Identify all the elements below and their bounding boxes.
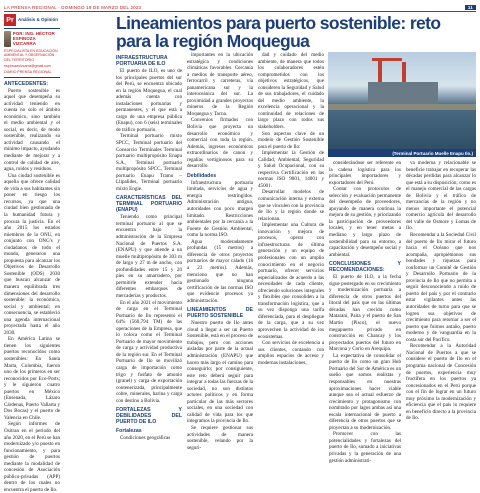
paragraph: Implementar la Gestión de Calidad, Ambiental, Seguridad y Salud Ocupacional, con su respectiva Certificación en las normas ISO 9001, 14001 y 45001.	[258, 150, 324, 189]
paragraph: La expectativa de consolidar el puerto de Ilo como un gran Hub Portuario del Sur de América es un sueño que somos realistas y responsables en nuestras aproximaciones hacer viable aunque sea el actual esfuerzo de crecimiento y protagonismo con nombrado por lagos ambas así una escala internacional de puerto a diferencia de otros puertos que se proyectan a su modernización.	[329, 352, 401, 431]
paragraph: Promover con las potencialidades y fortalezas del puerto de Ilo, sumado a iniciativas privadas y la generación de una gestión administrati-	[329, 431, 401, 464]
author-column	[4, 14, 60, 493]
paragraph: dad y cuidado del medio ambiente, de manera que todos los colaboradores estén comprometidos con los objetivos estratégicos, que consideren la Seguridad y Salud de sus trabajadores, el cuidado del medio ambiente, la excelencia operacional y la continuidad de relaciones de largo plazo con todos sus stakeholders.	[258, 52, 324, 131]
column-2	[116, 52, 182, 476]
column-4	[258, 52, 324, 476]
author-photo	[4, 31, 11, 47]
subhead-lineamientos: LINEAMIENTOS DE PUERTO SOSTENIBLE	[187, 307, 253, 320]
paragraph: Contar con protocolos de selección y evaluación permanente del desempeño de proveedores, apoyando de manera continua la mejora de su gestión, y priorizando la participación de proveedores locales, y en tener metas a mediano y largo plazo de sostenibilidad para su entorno, a capacitación y desempeño social y ambiental.	[329, 186, 401, 258]
page-number: 11	[465, 5, 476, 10]
paragraph: Nuestro puerto de Ilo antes cloud a llegar a ser un Puerto Sostenible, está en el proceso de trabajos, pero con acciones aisladas por parte de la actual administración (ENAPU) que hacen más largo el camino para conseguirlo; por consiguiente, este reto deberá seguir para integrar a todas las fuerzas de la sociedad, no son distintos actores políticos y en forma particular de las más sectores sociales, en una sociedad con calidad de vida para los que integramos la provincia de Ilo.	[187, 320, 253, 425]
paragraph: Son aspectos clave de un modelo de Gestión Sostenible para el puerto de Ilo:	[258, 130, 324, 150]
photo-caption: (Terminal Portuario Muelle Enapu Ilo.)	[328, 149, 476, 157]
paragraph: Teniendo como principal terminal portuario al que se encuentra bajo la administración de la Empresa Nacional de Puertos S.A. (ENAPU) y que atiende a un muelle multipropósito de 303 m de largo y 27 m de ancho, con profundidades entre 15 y 20 pies en su amarradero, por permitirle extender hacia diferentes embarques de mercaderías y productos.	[116, 214, 182, 299]
paragraph: importantes en la ubicación estratégica y condiciones climáticas favorables. Cercanía a medios de transporte aéreo, ferrocarril y carreteras, vía panamericana sur y la interoceánica del sur. La proximidad a grandes proyectos mineros de la Región Moquegua y Tacna.	[187, 52, 253, 117]
crane-boom-shape	[372, 58, 402, 61]
column-3	[187, 52, 253, 476]
paragraph: Implementar una Cultura de innovación y mejora de procesos, operar con infraestructuras de última generación y un equipo de profesionales con un amplio conocimiento en el negocio portuario, ofrecer servicios especializados de acuerdo a las necesidades de cada cliente, ofreciendo soluciones integrales y flexibles que consoliden a la transformación logística, que a su vez disponga una tarifa diferenciada, para el despliegue de la carga, que a su vez aprovechen la actividad de los ecosistemas.	[258, 222, 324, 340]
author-role: ESPECIALISTA EN EDUCACIÓN AMBIENTAL Y OBSERVACIÓN DEL TERRITORIO	[4, 49, 58, 62]
subhead-antecedentes: ANTECEDENTES:	[4, 80, 49, 87]
masthead	[4, 4, 476, 12]
masthead-date: LA PRENSA REGIONAL · DOMINGO 19 DE MARZO DEL 2023	[4, 5, 142, 10]
paragraph: Condiciones geográficas	[120, 435, 171, 442]
subhead-fortalezas: Fortalezas	[116, 428, 142, 435]
paragraph: Infraestructura portuaria limitada, servicios de agua y energía restringidos. Administración antigua, autoridades con poco margen limitado. Restricciones ambientales por la cercanía a la Fuente de Gestión Ambiental, como la norma ISO.	[187, 179, 253, 239]
section-label: Análisis & Opinión	[18, 16, 59, 22]
author-email[interactable]: espinozavizcarra@gmail.com	[4, 63, 51, 68]
ship-shape	[368, 82, 438, 104]
paragraph: Según informes de Ositran en el periodo del año 2020, en el Perú se han modernizado y/o puesto en funcionamiento, y para gestión de puertos mediante la modalidad de concesión de Asociación público-privadas (APP) dentro de los cuales no encuentra el puerto de Ilo.	[4, 421, 60, 493]
author-name: POR: ING. HÉCTOR ESPINOZA VIZCARRA	[12, 31, 55, 47]
subhead-infraestructura: INFRAESTRUCTURA PORTUARIA DE ILO	[116, 55, 168, 67]
paragraph: Con servicios de excelencia a sus clientes, contando con amplios espacios de acceso y modernas instalaciones,	[258, 340, 324, 366]
section-logo	[4, 14, 60, 26]
paragraph: considerándose ser referente en la cadena logística para los principales importadores y exportadores del Perú.	[329, 160, 401, 186]
author-outlet: DIARIO PRENSA REGIONAL	[4, 70, 52, 75]
paragraph: En América Latina se tienen los siguientes puertos reconocidos como sostenibles: En Santa Marta, Colombia, fueron uno de los primeros en ser reconocidos por Eco-Ports; y le siguieron cuatro puertos en México (Ensenada, Lázaro Cárdenas, Puerto Vallarta y Dos Bocas) y el puerto de Valencia en Chile.	[4, 336, 60, 421]
subhead-caracteristicas: CARACTERÍSTICAS DEL TERMINAL PORTUARIO (ENAPU)	[116, 195, 182, 214]
paragraph: Recomendar a la Autoridad Nacional de Puertos a que se considere el puerto de Ilo en el programa nacional de Concesión de puertos, experiencia muy fructífera en los puertos ya concesionados en el Perú porque con el fin de lograr en un futuro muy próximo la modernización y eficiencia que el país lo requiere en beneficio directo a la provincia de Ilo.	[406, 343, 476, 422]
paragraph: va moderna y relacionable se beneficie trabajar en recuperar las décadas perdidas para alcanzar lo que está a su disposición; como es el manejo comercial de las cargas de Bolivia y el tráfico de mercancías de la región y no menos importante el potencial comercio agrícola del desarrollo del valle de Osmore y Lomas de Ilo.	[406, 160, 476, 232]
author-box	[4, 28, 60, 78]
paragraph: Una ciudad sostenible es aquella que ofrece calidad de vida a sus habitantes sin poner en riesgo los recursos, ya que una ciudad bien gestionada de la humanidad futura y procura la justicia. En el año 2015 los estados miembros de la ONU, en conjunto con ONG's y ciudadanos de todo el mundo, generaron una propuesta para alcanzar los Objetivos de Desarrollo Sostenible (ODS) 2030 que buscan alcanzar de manera equilibrada tres dimensiones del desarrollo sostenible: la económica, social y ambiental; en consecuencia, se estableció una agenda internacional proyectada hasta el año 2030.	[4, 172, 60, 336]
subhead-fortalezas-debilidades: FORTALEZAS Y DEBILIDADES DEL PUERTO DE ILO	[116, 407, 182, 426]
paragraph: Terminal portuario mixto SPCC, Terminal portuario del Consorcio Terminales Terminal portuario multipropósito Enapu S.A., Terminal portuario multipropósito SPCC, Terminal portuario Enapu Tramo – Llipalides, Terminal portuario mixto Engie.	[116, 133, 182, 192]
paragraph: Se requiere gestionar sus actividades de manera sostenible, velando por la seguri-	[187, 424, 253, 451]
subhead-conclusiones: CONCLUSIONES Y RECOMENDACIONES:	[329, 261, 401, 274]
paragraph: Desarrollar modelos de comunicación interna y externa que se vinculen con la provincia de Ilo y la región donde se relacionan.	[258, 189, 324, 222]
article-headline: Lineamientos para puerto sostenible: reto para la región Moquegua	[116, 13, 441, 51]
paragraph: Agua moderadamente profundas (15 metros) a diferencia de otros proyectos portuarios de mayor calado (18 a 23 metros). Además, menciono que no han gestionado ninguna certificación de las normas ISO que evidencie procesos ya administración.	[187, 238, 253, 304]
paragraph: Puerto sostenible es aquel que desempeña su actividad teniendo en cuenta no solo el ámbito económico, sino también el medio ambiental y el social, es decir, de modo sostenible, realizando su actividad causando el mínimo impacto, ayudando mediante de mejorar y a control de calidad de aire, agua, ruidos y residuos.	[4, 87, 60, 173]
paragraph: Recomendar a la Sociedad Civil del puerto de Ilo mirar el futuro hacia el Océano que nos acompaña, apropiémonos sus bondades y riquezas para conformar un Comité de Gestión y Desarrollo Portuario de la provincia de Ilo que no permita a seguir desconociendo a ruido de puerto del país y por el contrario estar vigilantes antes las autoridades de turno para que se logren sus objetivos de crecimiento para retornar a ser el puerto que fuimos antaño, puerto moderno y de vanguardia en la costa sur del Pacífico.	[406, 232, 476, 343]
paragraph: El puerto de ILO, a la fecha sigue postergado en su crecimiento y modernización portuaria a diferencia de otros puertos del litoral del país que en las últimas décadas han crecido como Matarani, Paita y el puerto de San Martín (Pisco), el nuevo megapuerto privado en construcción en Chancay y los proyectados puertos del futuro en Marcona y Corio en Arequipa.	[329, 274, 401, 353]
column-5	[329, 160, 401, 476]
pier-shape	[328, 104, 476, 110]
paragraph: Convenios firmados con Bolivia que proyecta un desarrollo económico y comercial con toda la región. Además, ingresos económicos extraordinarios de canon y regalías vertiginosos para su desarrollo.	[187, 117, 253, 170]
paragraph: En el año 2021 el movimiento de carga en el Terminal Portuario de Ilo representó el 64% (560,794 TM) de las operaciones de la Empresa, que lo coloca como el Terminal Portuario de mayor movimiento de carga y actividad productiva de la región sur. En el Terminal Portuario de Ilo se movilizó carga de importación como trigo y fosfato de amonio (granel) y carga de exportación contenerizada, principalmente cobre, minerales, harina y carga con destino a Bolivia.	[116, 299, 182, 404]
newspaper-logo-icon: Pr	[4, 14, 16, 26]
paragraph: El puerto de ILO, es uno de los principales puertos del sur del Perú, se encuentra ubicado en la región Moquegua, el cual además cuenta con instalaciones portuarias y permanentes, y el que está a cargo de una empresa pública (Enapu), con 6 (seis) terminales de tráfico portuario.	[116, 68, 182, 133]
subhead-debilidades: Debilidades	[187, 172, 217, 179]
column-6	[406, 160, 476, 476]
port-photo	[328, 52, 476, 149]
column-1	[4, 81, 60, 493]
